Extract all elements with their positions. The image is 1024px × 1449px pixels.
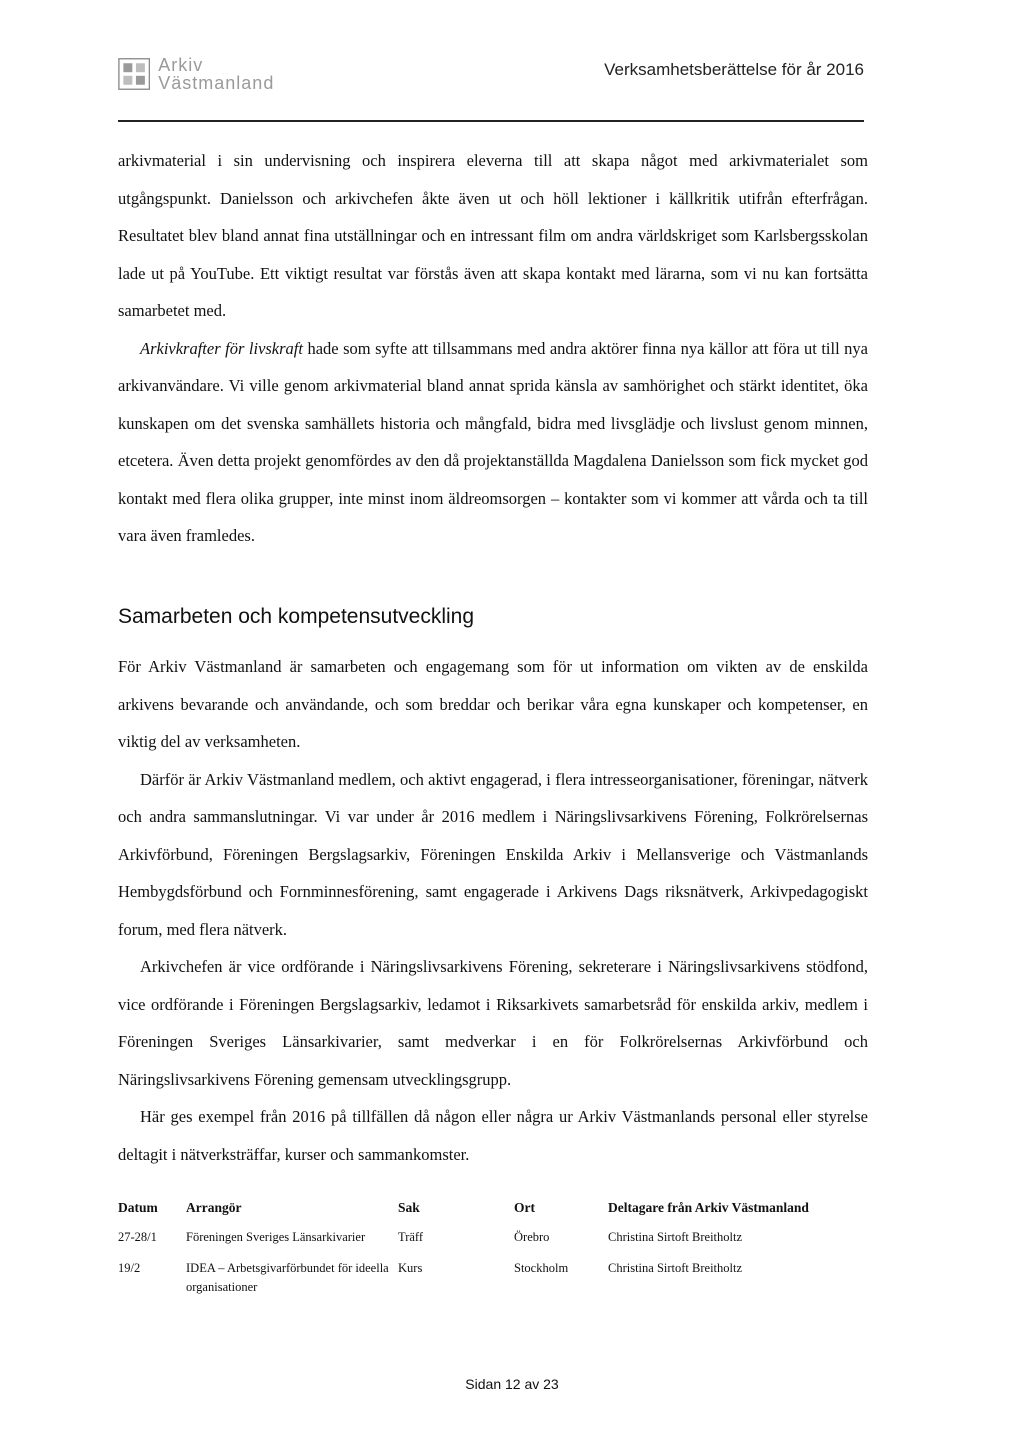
column-header-arrangor: Arrangör bbox=[186, 1200, 242, 1215]
document-title: Verksamhetsberättelse för år 2016 bbox=[604, 60, 864, 79]
column-header-ort: Ort bbox=[514, 1200, 535, 1215]
paragraph: Arkivchefen är vice ordförande i Näringslivsarkivens Förening, sekreterare i Näringslivsarkivens stödfond, vice ordförande i Föreningen Bergslagsarkiv, ledamot i Riksarkivets samarbetsråd för enskilda arkiv, medlem i Föreningen Sveriges Länsarkivarier, samt medverkar i en för Folkrörelsernas Arkivförbund och Näringslivsarkivens Förening gemensam utvecklingsgrupp. bbox=[118, 957, 868, 1089]
cell-deltagare: Christina Sirtoft Breitholtz bbox=[608, 1261, 743, 1275]
table-row bbox=[118, 1259, 866, 1309]
cell-ort: Stockholm bbox=[514, 1261, 569, 1275]
table-row bbox=[118, 1228, 866, 1259]
logo bbox=[118, 50, 308, 98]
events-table bbox=[118, 1198, 866, 1309]
column-header-deltagare: Deltagare från Arkiv Västmanland bbox=[608, 1200, 809, 1215]
table-header-row bbox=[118, 1198, 866, 1228]
cell-arrangor: IDEA – Arbetsgivarförbundet för ideella organisationer bbox=[186, 1261, 389, 1294]
cell-sak: Träff bbox=[398, 1230, 424, 1244]
paragraph: arkivmaterial i sin undervisning och inspirera eleverna till att skapa något med arkivmaterialet som utgångspunkt. Danielsson och arkivchefen åkte även ut och höll lektioner i källkritik utifrån efterfrågan. Resultatet blev bland annat fina utställningar och en intressant film om andra världskriget som Karlsbergsskolan lade ut på YouTube. Ett viktigt resultat var förstås även att skapa kontakt med lärarna, som vi nu kan fortsätta samarbetet med. bbox=[118, 151, 868, 320]
paragraph-arkivkrafter bbox=[118, 330, 868, 555]
cell-sak: Kurs bbox=[398, 1261, 423, 1275]
paragraph: Därför är Arkiv Västmanland medlem, och aktivt engagerad, i flera intresseorganisationer, föreningar, nätverk och andra sammanslutningar. Vi var under år 2016 medlem i Näringslivsarkivens Förening, Folkrörelsernas Arkivförbund, Föreningen Bergslagsarkiv, Föreningen Enskilda Arkiv i Mellansverige och Västmanlands Hembygdsförbund och Fornminnesförening, samt engagerade i Arkivens Dags riksnätverk, Arkivpedagogiskt forum, med flera nätverk. bbox=[118, 769, 868, 939]
project-name: Arkivkrafter för livskraft bbox=[140, 338, 303, 358]
paragraph: För Arkiv Västmanland är samarbeten och engagemang som för ut information om vikten av de enskilda arkivens bevarande och användande, och som breddar och berikar våra egna kunskaper och kompetenser, en viktig del av verksamheten. bbox=[118, 657, 868, 751]
page-number: Sidan 12 av 23 bbox=[465, 1376, 559, 1392]
page-header bbox=[118, 50, 864, 98]
paragraph-rest: hade som syfte att tillsammans med andra aktörer finna nya källor att föra ut till nya arkivanvändare. Vi ville genom arkivmaterial bland annat sprida känsla av samhörighet och stärkt identitet, öka kunskapen om det svenska samhällets historia och mångfald, bidra med livsglädje och livslust genom minnen, etcetera. Även detta projekt genomfördes av den då projektanställda Magdalena Danielsson som fick mycket god kontakt med flera olika grupper, inte minst inom äldreomsorgen – kontakter som vi kommer att vårda och ta till vara även framledes. bbox=[118, 338, 868, 545]
paragraph: Här ges exempel från 2016 på tillfällen då någon eller några ur Arkiv Västmanlands personal eller styrelse deltagit i nätverksträffar, kurser och sammankomster. bbox=[118, 1107, 868, 1164]
header-divider bbox=[118, 120, 864, 122]
cell-arrangor: Föreningen Sveriges Länsarkivarier bbox=[186, 1230, 366, 1244]
section-heading: Samarbeten och kompetensutveckling bbox=[118, 605, 475, 628]
body-text-section-1 bbox=[118, 142, 868, 555]
body-text-section-2 bbox=[118, 648, 868, 1173]
column-header-datum: Datum bbox=[118, 1200, 158, 1215]
cell-deltagare: Christina Sirtoft Breitholtz bbox=[608, 1230, 743, 1244]
logo-text: Arkiv Västmanland bbox=[158, 55, 275, 93]
column-header-sak: Sak bbox=[398, 1200, 420, 1215]
archive-logo-icon bbox=[118, 56, 150, 92]
cell-datum: 27-28/1 bbox=[118, 1230, 157, 1244]
cell-datum: 19/2 bbox=[118, 1261, 141, 1275]
cell-ort: Örebro bbox=[514, 1230, 550, 1244]
